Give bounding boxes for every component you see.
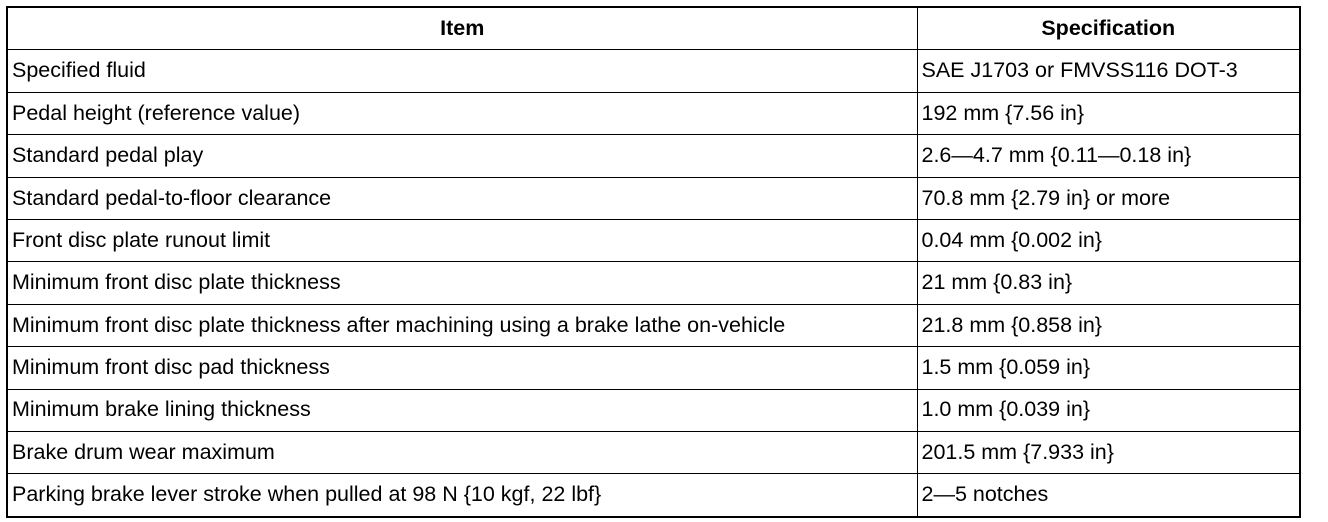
specification-cell: 1.0 mm {0.039 in} bbox=[917, 389, 1300, 431]
table-row bbox=[7, 474, 1300, 517]
specification-cell: 2—5 notches bbox=[917, 474, 1300, 517]
specification-cell: 21.8 mm {0.858 in} bbox=[917, 304, 1300, 346]
specification-cell: SAE J1703 or FMVSS116 DOT-3 bbox=[917, 50, 1300, 92]
table-row bbox=[7, 262, 1300, 304]
item-cell: Front disc plate runout limit bbox=[7, 219, 917, 261]
table-row bbox=[7, 50, 1300, 92]
header-row bbox=[7, 7, 1300, 50]
specification-cell: 2.6—4.7 mm {0.11—0.18 in} bbox=[917, 135, 1300, 177]
item-cell: Parking brake lever stroke when pulled at 98 N {10 kgf, 22 lbf} bbox=[7, 474, 917, 517]
table-row bbox=[7, 389, 1300, 431]
item-cell: Minimum front disc plate thickness after machining using a brake lathe on-vehicle bbox=[7, 304, 917, 346]
item-cell: Brake drum wear maximum bbox=[7, 431, 917, 473]
table-row bbox=[7, 347, 1300, 389]
specification-cell: 192 mm {7.56 in} bbox=[917, 92, 1300, 134]
specification-cell: 70.8 mm {2.79 in} or more bbox=[917, 177, 1300, 219]
table-row bbox=[7, 431, 1300, 473]
header-specification: Specification bbox=[917, 7, 1300, 50]
item-cell: Minimum brake lining thickness bbox=[7, 389, 917, 431]
item-cell: Standard pedal-to-floor clearance bbox=[7, 177, 917, 219]
specification-cell: 1.5 mm {0.059 in} bbox=[917, 347, 1300, 389]
table-row bbox=[7, 304, 1300, 346]
table-row bbox=[7, 135, 1300, 177]
table-row bbox=[7, 92, 1300, 134]
item-cell: Standard pedal play bbox=[7, 135, 917, 177]
item-cell: Pedal height (reference value) bbox=[7, 92, 917, 134]
specification-cell: 201.5 mm {7.933 in} bbox=[917, 431, 1300, 473]
item-cell: Specified fluid bbox=[7, 50, 917, 92]
item-cell: Minimum front disc pad thickness bbox=[7, 347, 917, 389]
specification-cell: 0.04 mm {0.002 in} bbox=[917, 219, 1300, 261]
table-row bbox=[7, 219, 1300, 261]
specification-table bbox=[6, 6, 1301, 518]
specification-cell: 21 mm {0.83 in} bbox=[917, 262, 1300, 304]
table-row bbox=[7, 177, 1300, 219]
header-item: Item bbox=[7, 7, 917, 50]
item-cell: Minimum front disc plate thickness bbox=[7, 262, 917, 304]
